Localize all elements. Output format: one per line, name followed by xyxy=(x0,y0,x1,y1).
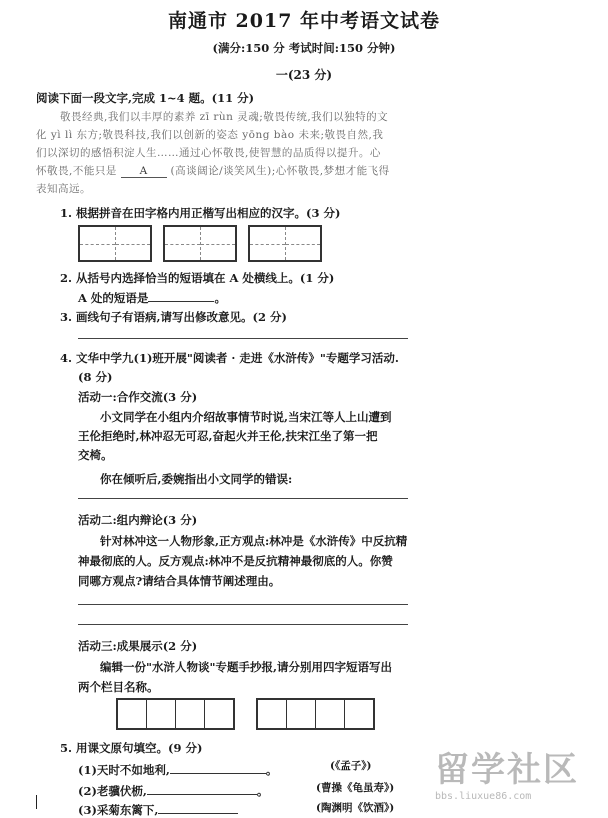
section-heading: 一(23 分) xyxy=(275,68,333,82)
question-2-answer-line xyxy=(78,289,226,306)
passage-line-1: 敬畏经典,我们以丰厚的素养 zī rùn 灵魂;敬畏传统,我们以独特的文 xyxy=(60,111,389,123)
exam-info: (满分:150 分 考试时间:150 分钟) xyxy=(212,41,396,55)
passage-line-4-start: 怀敬畏,不能只是 xyxy=(36,165,117,177)
question-2-end: 。 xyxy=(214,291,226,305)
answer-blank-a[interactable] xyxy=(148,289,214,302)
question-3: 3. 画线句子有语病,请写出修改意见。(2 分) xyxy=(60,310,287,324)
tianzige-1[interactable] xyxy=(78,225,152,262)
question-1: 1. 根据拼音在田字格内用正楷写出相应的汉字。(3 分) xyxy=(60,206,341,220)
activity-3-title: 活动三:成果展示(2 分) xyxy=(78,639,198,653)
activity-1-line-1: 小文同学在小组内介绍故事情节时说,当宋江等人上山遭到 xyxy=(100,410,392,424)
watermark-url: bbs.liuxue86.com xyxy=(435,791,532,802)
watermark xyxy=(435,742,600,814)
q5-blank-1[interactable] xyxy=(170,761,266,774)
activity-2-line-1: 针对林冲这一人物形象,正方观点:林冲是《水浒传》中反抗精 xyxy=(100,534,408,548)
q5-blank-2[interactable] xyxy=(147,782,257,795)
corner-mark xyxy=(36,795,37,809)
question-4-points: (8 分) xyxy=(78,370,113,384)
answer-line-act2-1[interactable] xyxy=(78,604,408,605)
activity-2-line-3: 同哪方观点?请结合具体情节阐述理由。 xyxy=(78,574,281,588)
question-5: 5. 用课文原句填空。(9 分) xyxy=(60,741,203,755)
q5-item-1: (1)天时不如地利, 。 xyxy=(78,763,278,777)
passage-line-4 xyxy=(36,163,390,178)
watermark-brand: 留学社区 xyxy=(435,750,579,790)
activity-3-line-1: 编辑一份"水浒人物谈"专题手抄报,请分别用四字短语写出 xyxy=(100,660,392,674)
activity-3-line-2: 两个栏目名称。 xyxy=(78,680,159,694)
column-name-boxes-1[interactable] xyxy=(116,698,235,730)
page-title: 南通市 2017 年中考语文试卷 xyxy=(167,10,441,32)
q5-source-1: (《孟子》) xyxy=(330,760,372,772)
tianzige-3[interactable] xyxy=(248,225,322,262)
reading-intro: 阅读下面一段文字,完成 1~4 题。(11 分) xyxy=(36,91,255,105)
passage-line-3: 们以深切的感悟积淀人生……通过心怀敬畏,使智慧的品质得以提升。心 xyxy=(36,147,381,159)
q5-item-3 xyxy=(78,801,238,818)
q5-item-1-text: (1)天时不如地利, xyxy=(78,763,170,777)
blank-a: A xyxy=(121,165,167,178)
activity-1-line-3: 交椅。 xyxy=(78,448,113,462)
q5-item-3-text: (3)采菊东篱下, xyxy=(78,803,159,817)
passage-line-5: 表知高远。 xyxy=(36,183,91,195)
q5-source-3: (陶渊明《饮酒》) xyxy=(316,802,395,814)
q5-source-2: (曹操《龟虽寿》) xyxy=(316,782,395,794)
q5-item-2-text: (2)老骥伏枥, xyxy=(78,784,147,798)
activity-1-title: 活动一:合作交流(3 分) xyxy=(78,390,198,404)
question-4: 4. 文华中学九(1)班开展"阅读者 · 走进《水浒传》"专题学习活动. xyxy=(60,351,399,365)
column-name-boxes-2[interactable] xyxy=(256,698,375,730)
question-2: 2. 从括号内选择恰当的短语填在 A 处横线上。(1 分) xyxy=(60,271,335,285)
activity-2-line-2: 神最彻底的人。反方观点:林冲不是反抗精神最彻底的人。你赞 xyxy=(78,554,393,568)
answer-line-q3[interactable] xyxy=(78,338,408,339)
answer-line-act2-2[interactable] xyxy=(78,624,408,625)
activity-1-line-2: 王伦拒绝时,林冲忍无可忍,奋起火并王伦,扶宋江坐了第一把 xyxy=(78,429,378,443)
passage-line-4-rest: (高谈阔论/谈笑风生);心怀敬畏,梦想才能飞得 xyxy=(170,165,390,177)
tianzige-2[interactable] xyxy=(163,225,237,262)
activity-1-prompt: 你在倾听后,委婉指出小文同学的错误: xyxy=(100,472,293,486)
answer-line-act1[interactable] xyxy=(78,498,408,499)
q5-blank-3[interactable] xyxy=(158,801,238,814)
passage-line-2: 化 yì lì 东方;敬畏科技,我们以创新的姿态 yōng bào 未来;敬畏自然,我 xyxy=(36,129,384,141)
activity-2-title: 活动二:组内辩论(3 分) xyxy=(78,513,198,527)
question-2-prompt: A 处的短语是 xyxy=(78,291,149,305)
q5-item-2: (2)老骥伏枥, 。 xyxy=(78,784,269,798)
